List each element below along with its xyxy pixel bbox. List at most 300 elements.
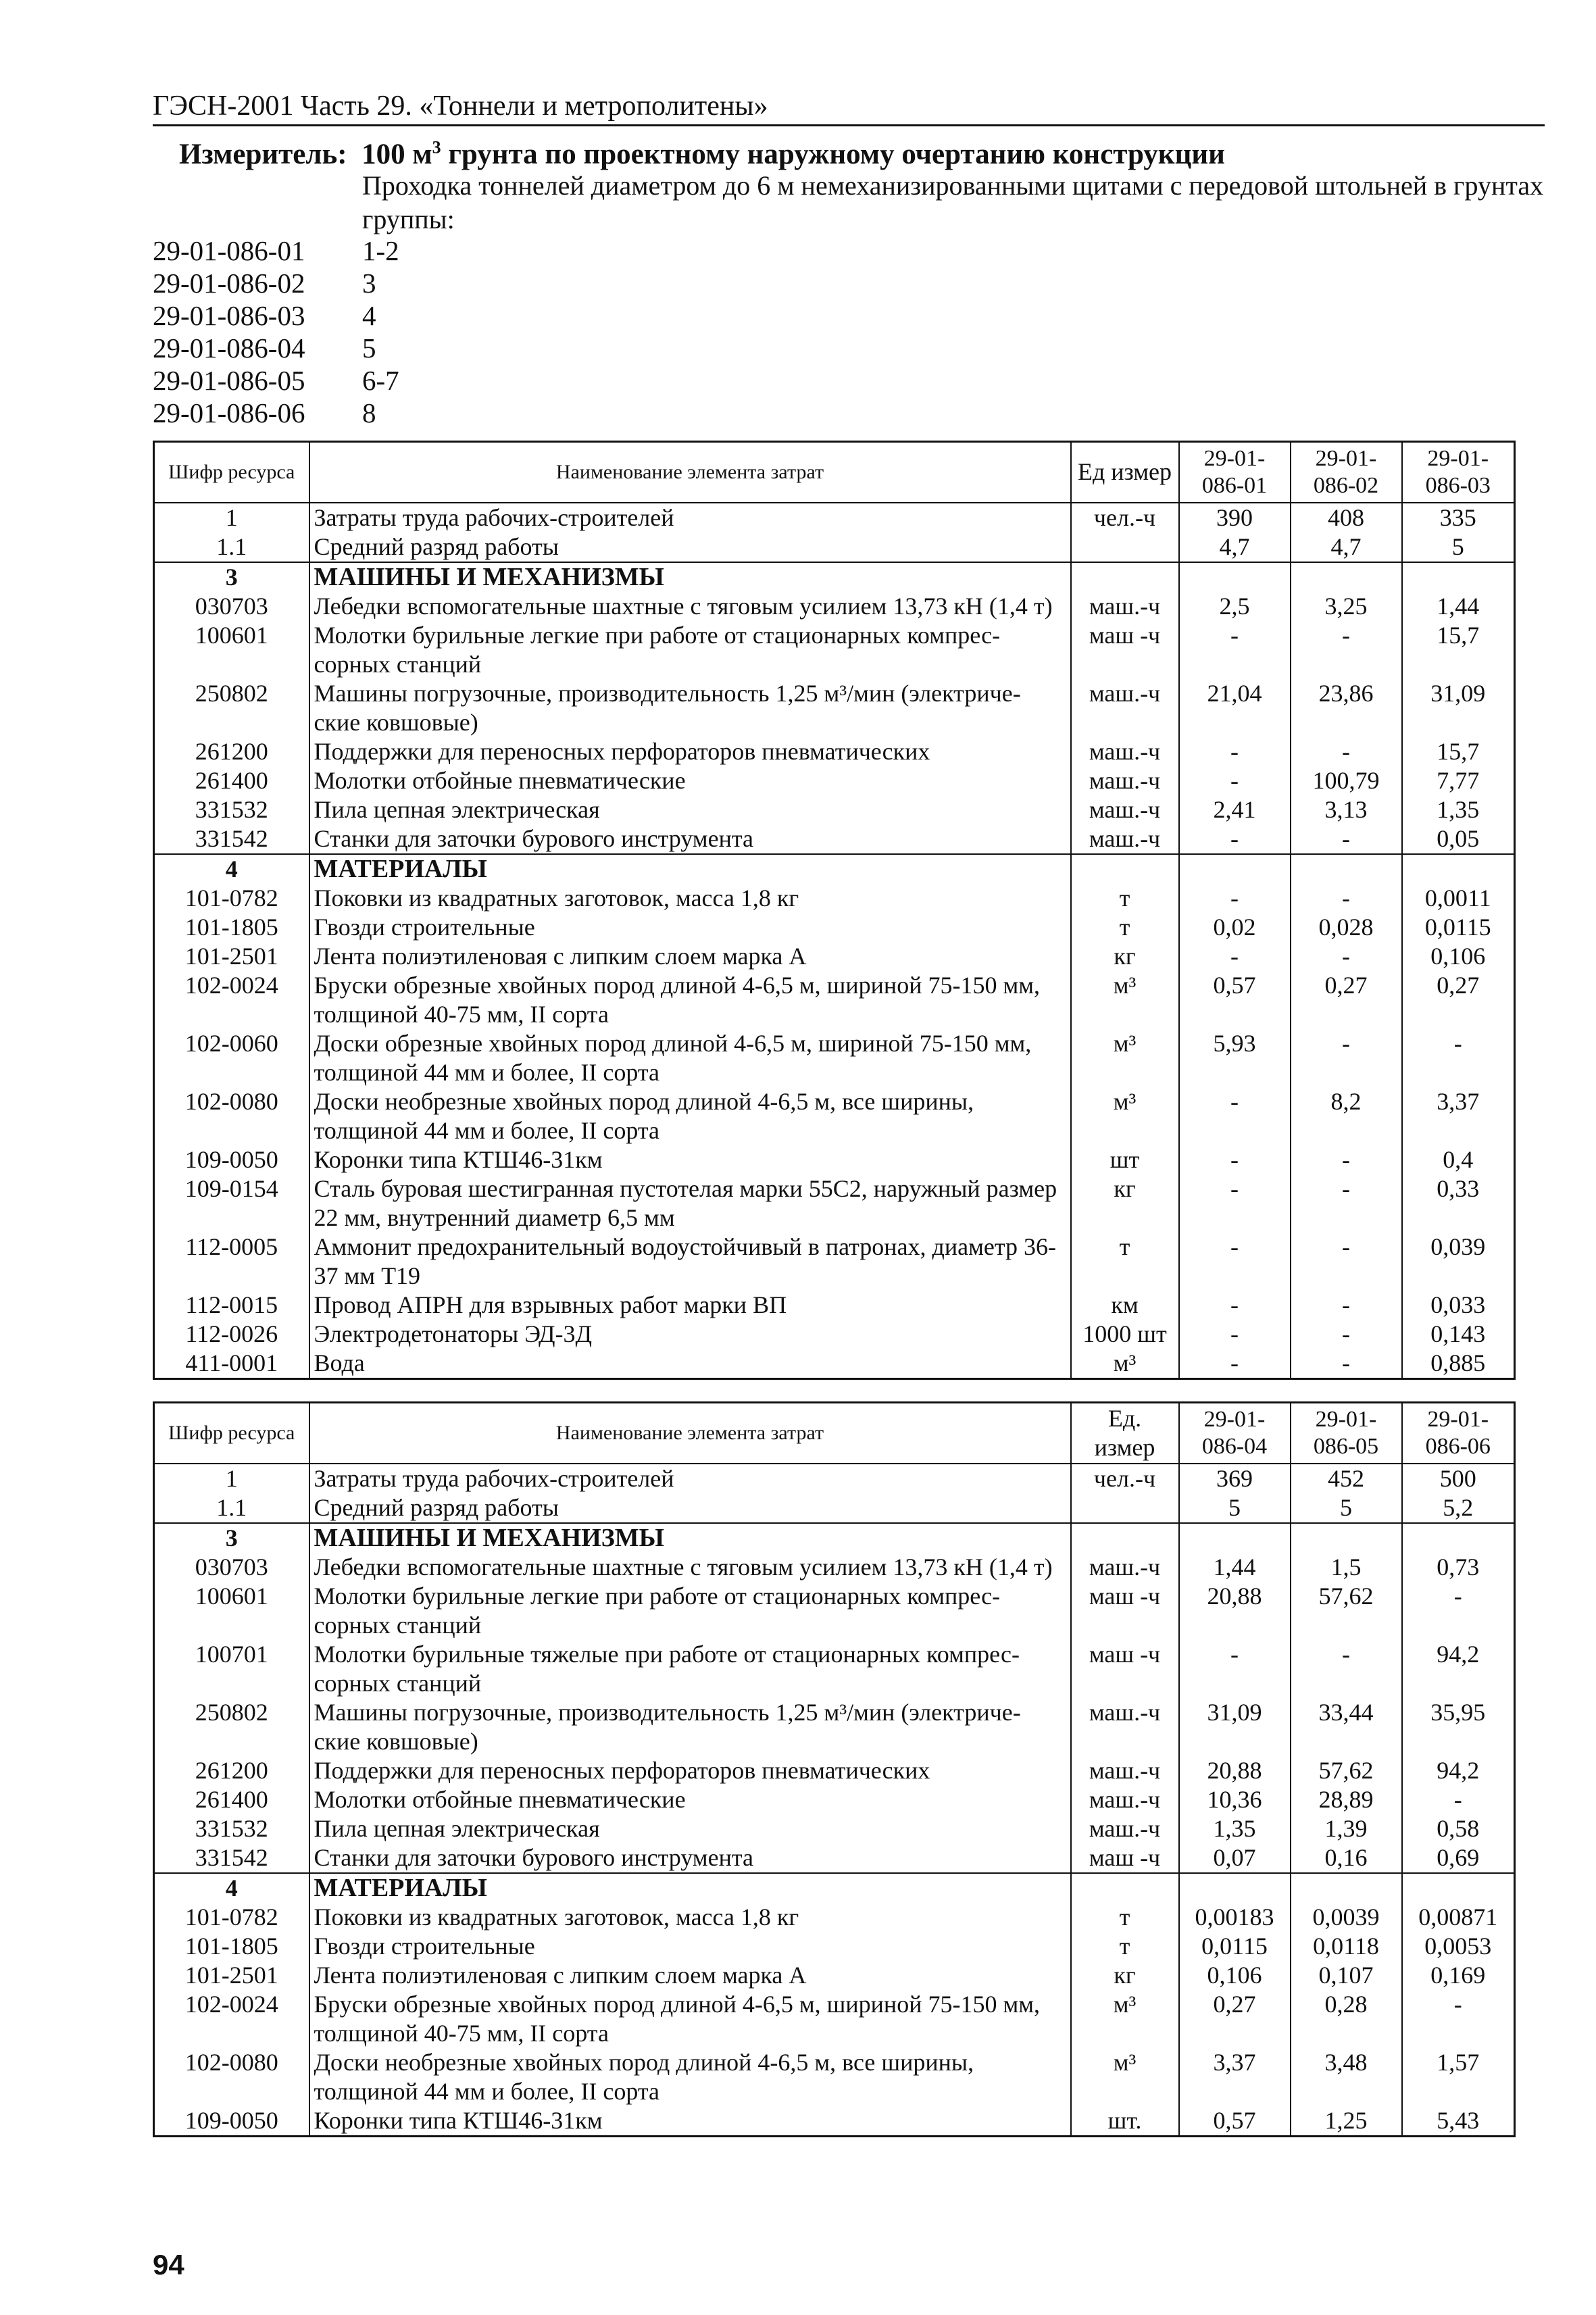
row-value-2: 0,16 [1291, 1843, 1402, 1873]
row-value-1: - [1179, 737, 1291, 766]
row-unit: кг [1071, 1961, 1179, 1990]
row-unit: т [1071, 913, 1179, 942]
row-value-1: - [1179, 884, 1291, 913]
row-code: 101-1805 [154, 1932, 309, 1961]
row-value-2: - [1291, 1174, 1402, 1233]
table-row [154, 1961, 1515, 1990]
row-value-3 [1402, 562, 1515, 592]
table-row [154, 766, 1515, 795]
row-code: 1.1 [154, 532, 309, 562]
table-row [154, 562, 1515, 592]
row-value-1: - [1179, 1349, 1291, 1379]
row-unit: маш.-ч [1071, 795, 1179, 824]
table-row [154, 503, 1515, 532]
row-value-2: - [1291, 1029, 1402, 1087]
row-value-3: 0,58 [1402, 1814, 1515, 1843]
row-name: Гвозди строительные [309, 913, 1071, 942]
table-row [154, 1785, 1515, 1814]
table-row [154, 532, 1515, 562]
table-row [154, 1029, 1515, 1087]
row-name: Молотки бурильные легкие при работе от стационарных компрес-сорных станций [309, 621, 1071, 679]
row-code: 112-0005 [154, 1233, 309, 1291]
row-value-2: - [1291, 1640, 1402, 1698]
header-col-3: 29-01-086-06 [1402, 1403, 1515, 1464]
row-code: 4 [154, 854, 309, 884]
row-value-2: 3,13 [1291, 795, 1402, 824]
table-row [154, 971, 1515, 1029]
table-row [154, 2048, 1515, 2106]
row-name: Пила цепная электрическая [309, 1814, 1071, 1843]
row-unit: т [1071, 1233, 1179, 1291]
row-name: Доски необрезные хвойных пород длиной 4-6,5 м, все ширины, толщиной 44 мм и более, II сорта [309, 2048, 1071, 2106]
row-name: МАШИНЫ И МЕХАНИЗМЫ [309, 562, 1071, 592]
table-row [154, 592, 1515, 621]
header-code: Шифр ресурса [154, 1403, 309, 1464]
row-value-2: 33,44 [1291, 1698, 1402, 1756]
row-value-1: 2,41 [1179, 795, 1291, 824]
table-row [154, 1320, 1515, 1349]
row-value-3 [1402, 854, 1515, 884]
row-code: 102-0080 [154, 1087, 309, 1145]
row-name: Машины погрузочные, производительность 1,25 м³/мин (электриче-ские ковшовые) [309, 1698, 1071, 1756]
table-row [154, 884, 1515, 913]
row-value-2: 3,25 [1291, 592, 1402, 621]
row-value-3 [1402, 1523, 1515, 1553]
table-row [154, 679, 1515, 737]
row-value-2 [1291, 854, 1402, 884]
row-unit: м³ [1071, 1349, 1179, 1379]
row-value-1: 369 [1179, 1464, 1291, 1493]
row-value-1 [1179, 1523, 1291, 1553]
row-value-3: 7,77 [1402, 766, 1515, 795]
resource-table-1 [153, 441, 1516, 1380]
table-row [154, 1523, 1515, 1553]
code-list-group: 6-7 [362, 365, 399, 396]
table-row [154, 1493, 1515, 1523]
row-code: 101-2501 [154, 1961, 309, 1990]
row-value-1: 3,37 [1179, 2048, 1291, 2106]
row-name: Электродетонаторы ЭД-3Д [309, 1320, 1071, 1349]
row-name: Пила цепная электрическая [309, 795, 1071, 824]
row-code: 411-0001 [154, 1349, 309, 1379]
row-value-2: 4,7 [1291, 532, 1402, 562]
row-unit: маш.-ч [1071, 1756, 1179, 1785]
row-unit: км [1071, 1291, 1179, 1320]
table-row [154, 1553, 1515, 1582]
table-row [154, 1233, 1515, 1291]
row-name: Поковки из квадратных заготовок, масса 1,8 кг [309, 1903, 1071, 1932]
row-value-3: 1,57 [1402, 2048, 1515, 2106]
row-value-3: 0,885 [1402, 1349, 1515, 1379]
row-unit [1071, 854, 1179, 884]
row-value-1: - [1179, 1640, 1291, 1698]
row-value-1: - [1179, 621, 1291, 679]
header-rule [153, 124, 1545, 126]
row-code: 261200 [154, 737, 309, 766]
row-name: Средний разряд работы [309, 1493, 1071, 1523]
row-name: Поковки из квадратных заготовок, масса 1,8 кг [309, 884, 1071, 913]
row-value-3: 0,00871 [1402, 1903, 1515, 1932]
measure-value: 100 м [361, 139, 432, 170]
row-value-1: 0,106 [1179, 1961, 1291, 1990]
table-row [154, 795, 1515, 824]
row-value-1: 5,93 [1179, 1029, 1291, 1087]
row-value-3: 0,039 [1402, 1233, 1515, 1291]
header-unit: Ед. измер [1071, 1403, 1179, 1464]
row-value-3: 1,35 [1402, 795, 1515, 824]
row-name: Поддержки для переносных перфораторов пневматических [309, 1756, 1071, 1785]
row-code: 331542 [154, 824, 309, 854]
row-value-1: 0,00183 [1179, 1903, 1291, 1932]
table-row [154, 1174, 1515, 1233]
row-code: 030703 [154, 592, 309, 621]
table-row [154, 1640, 1515, 1698]
table-row [154, 1698, 1515, 1756]
code-list-group: 4 [362, 300, 376, 331]
code-list-item [153, 397, 399, 429]
row-value-3: - [1402, 1582, 1515, 1640]
row-code: 250802 [154, 1698, 309, 1756]
row-unit: м³ [1071, 971, 1179, 1029]
row-value-3: 94,2 [1402, 1756, 1515, 1785]
table-row [154, 1932, 1515, 1961]
row-name: Молотки отбойные пневматические [309, 1785, 1071, 1814]
table-row [154, 824, 1515, 854]
row-name: Станки для заточки бурового инструмента [309, 1843, 1071, 1873]
row-value-2: 408 [1291, 503, 1402, 532]
row-value-3: 5,43 [1402, 2106, 1515, 2137]
row-unit: маш.-ч [1071, 1553, 1179, 1582]
row-code: 101-1805 [154, 913, 309, 942]
code-list-item [153, 267, 399, 299]
code-list-item [153, 299, 399, 332]
row-name: Доски необрезные хвойных пород длиной 4-6,5 м, все ширины, толщиной 44 мм и более, II сорта [309, 1087, 1071, 1145]
measure-sup: 3 [432, 137, 441, 157]
code-list-code: 29-01-086-06 [153, 397, 305, 428]
row-unit: 1000 шт [1071, 1320, 1179, 1349]
row-value-3: 35,95 [1402, 1698, 1515, 1756]
row-code: 100601 [154, 621, 309, 679]
row-value-3: 94,2 [1402, 1640, 1515, 1698]
row-value-3: 0,0011 [1402, 884, 1515, 913]
row-value-1: - [1179, 1320, 1291, 1349]
row-value-1: - [1179, 824, 1291, 854]
row-unit: маш -ч [1071, 1582, 1179, 1640]
row-value-2: 0,107 [1291, 1961, 1402, 1990]
row-value-1: 31,09 [1179, 1698, 1291, 1756]
code-list [153, 234, 399, 429]
row-value-3: 15,7 [1402, 737, 1515, 766]
row-value-1: - [1179, 1233, 1291, 1291]
row-value-2: 5 [1291, 1493, 1402, 1523]
row-unit: чел.-ч [1071, 503, 1179, 532]
row-code: 3 [154, 562, 309, 592]
row-name: Лента полиэтиленовая с липким слоем марка А [309, 1961, 1071, 1990]
row-value-2 [1291, 1523, 1402, 1553]
row-name: Молотки бурильные тяжелые при работе от стационарных компрес-сорных станций [309, 1640, 1071, 1698]
row-name: Бруски обрезные хвойных пород длиной 4-6,5 м, шириной 75-150 мм, толщиной 40-75 мм, II сорта [309, 971, 1071, 1029]
row-name: Сталь буровая шестигранная пустотелая марки 55С2, наружный размер 22 мм, внутренний диаметр 6,5 мм [309, 1174, 1071, 1233]
row-code: 102-0024 [154, 1990, 309, 2048]
table-row [154, 1873, 1515, 1903]
row-unit: м³ [1071, 1029, 1179, 1087]
row-value-1: 10,36 [1179, 1785, 1291, 1814]
row-code: 250802 [154, 679, 309, 737]
table-row [154, 1843, 1515, 1873]
table-row [154, 1291, 1515, 1320]
row-code: 112-0015 [154, 1291, 309, 1320]
row-value-3: 0,33 [1402, 1174, 1515, 1233]
row-code: 101-2501 [154, 942, 309, 971]
header-col-1: 29-01-086-01 [1179, 442, 1291, 503]
row-code: 100701 [154, 1640, 309, 1698]
header-col-3: 29-01-086-03 [1402, 442, 1515, 503]
measure-text: грунта по проектному наружному очертанию конструкции [441, 139, 1225, 170]
code-list-code: 29-01-086-01 [153, 235, 305, 266]
code-list-group: 1-2 [362, 235, 399, 266]
row-value-1 [1179, 1873, 1291, 1903]
row-value-2: 0,28 [1291, 1990, 1402, 2048]
code-list-code: 29-01-086-04 [153, 332, 305, 364]
header-code: Шифр ресурса [154, 442, 309, 503]
code-list-group: 8 [362, 397, 376, 428]
header-col-2: 29-01-086-05 [1291, 1403, 1402, 1464]
table-row [154, 942, 1515, 971]
row-value-2: - [1291, 1233, 1402, 1291]
row-name: Гвозди строительные [309, 1932, 1071, 1961]
row-value-3: 0,27 [1402, 971, 1515, 1029]
row-code: 100601 [154, 1582, 309, 1640]
row-code: 1 [154, 503, 309, 532]
row-value-1: 20,88 [1179, 1582, 1291, 1640]
row-value-2: 0,27 [1291, 971, 1402, 1029]
row-name: Затраты труда рабочих-строителей [309, 503, 1071, 532]
row-value-1: - [1179, 942, 1291, 971]
row-value-3: 5 [1402, 532, 1515, 562]
row-code: 261200 [154, 1756, 309, 1785]
row-value-2 [1291, 1873, 1402, 1903]
row-value-1: 1,44 [1179, 1553, 1291, 1582]
row-value-2: 0,0118 [1291, 1932, 1402, 1961]
row-value-2: - [1291, 737, 1402, 766]
row-code: 1 [154, 1464, 309, 1493]
table-row [154, 1145, 1515, 1174]
work-description: Проходка тоннелей диаметром до 6 м немеханизированными щитами с передовой штольней в грунтах группы: [362, 170, 1544, 234]
row-name: Средний разряд работы [309, 532, 1071, 562]
running-header: ГЭСН-2001 Часть 29. «Тоннели и метрополитены» [153, 91, 768, 122]
row-code: 109-0050 [154, 1145, 309, 1174]
table-row [154, 1349, 1515, 1379]
table-row [154, 1814, 1515, 1843]
row-value-2: 57,62 [1291, 1756, 1402, 1785]
row-unit: маш.-ч [1071, 737, 1179, 766]
row-value-3: - [1402, 1785, 1515, 1814]
row-value-3: 0,106 [1402, 942, 1515, 971]
row-unit: т [1071, 1903, 1179, 1932]
row-value-3: 500 [1402, 1464, 1515, 1493]
row-value-3: 0,69 [1402, 1843, 1515, 1873]
row-value-3: 335 [1402, 503, 1515, 532]
row-value-3: 0,169 [1402, 1961, 1515, 1990]
row-code: 331542 [154, 1843, 309, 1873]
row-code: 102-0080 [154, 2048, 309, 2106]
row-name: Молотки бурильные легкие при работе от стационарных компрес-сорных станций [309, 1582, 1071, 1640]
row-value-1 [1179, 854, 1291, 884]
header-name: Наименование элемента затрат [309, 1403, 1071, 1464]
row-value-3: 0,033 [1402, 1291, 1515, 1320]
row-value-3: 5,2 [1402, 1493, 1515, 1523]
row-unit: маш.-ч [1071, 592, 1179, 621]
row-unit: кг [1071, 942, 1179, 971]
row-name: Затраты труда рабочих-строителей [309, 1464, 1071, 1493]
row-name: Аммонит предохранительный водоустойчивый в патронах, диаметр 36-37 мм Т19 [309, 1233, 1071, 1291]
row-code: 4 [154, 1873, 309, 1903]
row-code: 331532 [154, 795, 309, 824]
code-list-group: 3 [362, 268, 376, 299]
row-unit [1071, 1493, 1179, 1523]
row-value-1: - [1179, 766, 1291, 795]
row-unit: маш.-ч [1071, 1698, 1179, 1756]
measure-label: Измеритель: [179, 139, 347, 170]
table-row [154, 1087, 1515, 1145]
row-value-2: - [1291, 824, 1402, 854]
measure-line [179, 138, 1225, 171]
row-name: Лебедки вспомогательные шахтные с тяговым усилием 13,73 кН (1,4 т) [309, 592, 1071, 621]
table-row [154, 2106, 1515, 2137]
row-value-2: - [1291, 621, 1402, 679]
page-number: 94 [153, 2249, 184, 2281]
row-value-1 [1179, 562, 1291, 592]
row-value-2: - [1291, 1320, 1402, 1349]
row-value-2: - [1291, 942, 1402, 971]
row-value-2: 100,79 [1291, 766, 1402, 795]
table-row [154, 913, 1515, 942]
row-name: Провод АПРН для взрывных работ марки ВП [309, 1291, 1071, 1320]
row-code: 102-0060 [154, 1029, 309, 1087]
code-list-group: 5 [362, 332, 376, 364]
row-value-3: 15,7 [1402, 621, 1515, 679]
row-name: Поддержки для переносных перфораторов пневматических [309, 737, 1071, 766]
row-code: 112-0026 [154, 1320, 309, 1349]
row-value-3 [1402, 1873, 1515, 1903]
table-row [154, 737, 1515, 766]
row-unit: маш.-ч [1071, 1785, 1179, 1814]
row-value-1: 2,5 [1179, 592, 1291, 621]
row-name: Станки для заточки бурового инструмента [309, 824, 1071, 854]
row-unit: маш.-ч [1071, 824, 1179, 854]
row-value-1: 0,57 [1179, 2106, 1291, 2137]
code-list-code: 29-01-086-03 [153, 300, 305, 331]
row-name: Доски обрезные хвойных пород длиной 4-6,5 м, шириной 75-150 мм, толщиной 44 мм и более, II сорта [309, 1029, 1071, 1087]
row-unit: м³ [1071, 1087, 1179, 1145]
table-row [154, 1582, 1515, 1640]
row-unit: маш -ч [1071, 1640, 1179, 1698]
row-value-3: - [1402, 1990, 1515, 2048]
table-row [154, 1756, 1515, 1785]
row-value-2: 3,48 [1291, 2048, 1402, 2106]
row-code: 102-0024 [154, 971, 309, 1029]
code-list-code: 29-01-086-02 [153, 268, 305, 299]
resource-table-2 [153, 1401, 1516, 2137]
row-unit: маш -ч [1071, 621, 1179, 679]
row-value-1: 5 [1179, 1493, 1291, 1523]
row-value-2: 8,2 [1291, 1087, 1402, 1145]
row-value-2: 1,5 [1291, 1553, 1402, 1582]
row-value-3: 31,09 [1402, 679, 1515, 737]
table-row [154, 1903, 1515, 1932]
table-row [154, 854, 1515, 884]
row-unit [1071, 1873, 1179, 1903]
row-value-1: 0,07 [1179, 1843, 1291, 1873]
row-value-2: 23,86 [1291, 679, 1402, 737]
row-value-2: 1,39 [1291, 1814, 1402, 1843]
row-value-3: 0,143 [1402, 1320, 1515, 1349]
row-unit: кг [1071, 1174, 1179, 1233]
row-unit: т [1071, 884, 1179, 913]
row-name: Лебедки вспомогательные шахтные с тяговым усилием 13,73 кН (1,4 т) [309, 1553, 1071, 1582]
header-unit: Ед измер [1071, 442, 1179, 503]
code-list-item [153, 234, 399, 267]
row-value-3: 0,05 [1402, 824, 1515, 854]
row-value-1: 4,7 [1179, 532, 1291, 562]
row-name: Бруски обрезные хвойных пород длиной 4-6,5 м, шириной 75-150 мм, толщиной 40-75 мм, II сорта [309, 1990, 1071, 2048]
row-value-2: 1,25 [1291, 2106, 1402, 2137]
row-unit: шт. [1071, 2106, 1179, 2137]
row-value-2: - [1291, 1349, 1402, 1379]
row-name: Коронки типа КТШ46-31км [309, 2106, 1071, 2137]
row-value-3: 0,4 [1402, 1145, 1515, 1174]
row-name: Вода [309, 1349, 1071, 1379]
row-value-2: 0,0039 [1291, 1903, 1402, 1932]
row-value-1: 0,0115 [1179, 1932, 1291, 1961]
row-name: Лента полиэтиленовая с липким слоем марка А [309, 942, 1071, 971]
row-name: Молотки отбойные пневматические [309, 766, 1071, 795]
header-name: Наименование элемента затрат [309, 442, 1071, 503]
row-value-3: 3,37 [1402, 1087, 1515, 1145]
row-name: Коронки типа КТШ46-31км [309, 1145, 1071, 1174]
row-unit: м³ [1071, 2048, 1179, 2106]
row-value-2: - [1291, 1291, 1402, 1320]
row-value-2: 0,028 [1291, 913, 1402, 942]
row-code: 101-0782 [154, 1903, 309, 1932]
row-value-3: 1,44 [1402, 592, 1515, 621]
row-code: 101-0782 [154, 884, 309, 913]
code-list-code: 29-01-086-05 [153, 365, 305, 396]
row-value-2: - [1291, 1145, 1402, 1174]
row-name: МАТЕРИАЛЫ [309, 1873, 1071, 1903]
row-code: 3 [154, 1523, 309, 1553]
row-value-1: 390 [1179, 503, 1291, 532]
row-code: 109-0154 [154, 1174, 309, 1233]
row-value-1: 21,04 [1179, 679, 1291, 737]
row-value-3: - [1402, 1029, 1515, 1087]
table-row [154, 621, 1515, 679]
row-code: 030703 [154, 1553, 309, 1582]
row-name: МАШИНЫ И МЕХАНИЗМЫ [309, 1523, 1071, 1553]
row-unit: маш.-ч [1071, 679, 1179, 737]
row-unit: маш -ч [1071, 1843, 1179, 1873]
row-unit: чел.-ч [1071, 1464, 1179, 1493]
row-value-3: 0,73 [1402, 1553, 1515, 1582]
row-name: Машины погрузочные, производительность 1,25 м³/мин (электриче-ские ковшовые) [309, 679, 1071, 737]
row-value-2 [1291, 562, 1402, 592]
row-unit: т [1071, 1932, 1179, 1961]
row-code: 1.1 [154, 1493, 309, 1523]
row-value-2: 28,89 [1291, 1785, 1402, 1814]
row-value-1: 0,02 [1179, 913, 1291, 942]
row-code: 331532 [154, 1814, 309, 1843]
header-col-2: 29-01-086-02 [1291, 442, 1402, 503]
